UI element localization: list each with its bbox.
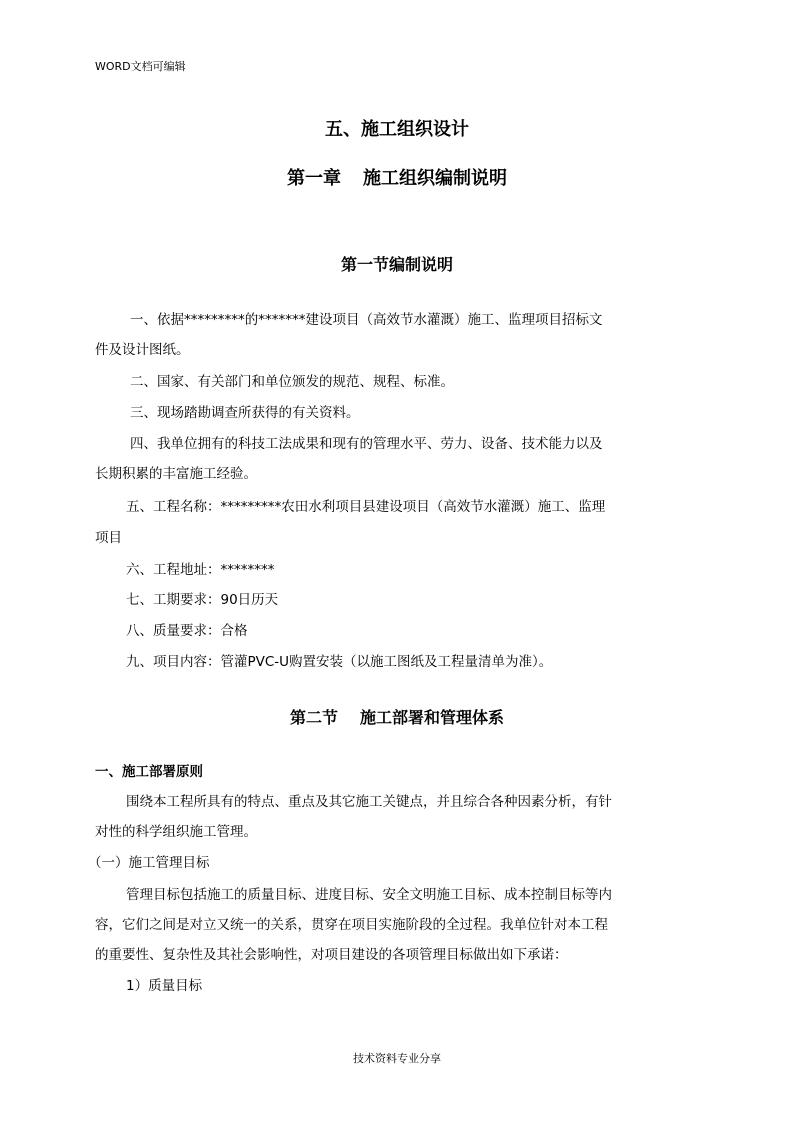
page-header: WORD文档可编辑: [95, 60, 186, 73]
chapter-title: [0, 164, 794, 190]
item-1-line-2: 件及设计图纸。: [95, 342, 190, 358]
item-6: 六、工程地址：********: [126, 562, 275, 578]
para-1-line-2: 对性的科学组织施工管理。: [95, 824, 257, 840]
item-8: 八、质量要求：合格: [126, 623, 248, 639]
para-2-line-3: 的重要性、复杂性及其社会影响性，对项目建设的各项管理目标做出如下承诺：: [95, 947, 568, 963]
item-5-line-2: 项目: [95, 530, 122, 546]
section-2-name: 施工部署和管理体系: [360, 708, 505, 727]
item-1-line-1: 一、依据*********的*******建设项目（高效节水灌溉）施工、监理项目招标文: [130, 312, 603, 328]
section-1-title: 第一节编制说明: [340, 255, 453, 274]
item-5-line-1: 五、工程名称：*********农田水利项目县建设项目（高效节水灌溉）施工、监理: [126, 499, 606, 515]
item-4-line-2: 长期积累的丰富施工经验。: [95, 466, 257, 482]
chapter-number: 第一章: [287, 168, 341, 189]
chapter-name: 施工组织编制说明: [363, 168, 507, 189]
page-footer: 技术资料专业分享: [353, 1052, 441, 1065]
item-9: 九、项目内容：管灌PVC-U购置安装（以施工图纸及工程量清单为准）。: [126, 654, 553, 670]
heading-principles: 一、施工部署原则: [95, 764, 203, 780]
subheading-quality-goal: 1）质量目标: [126, 978, 203, 994]
document-title: 五、施工组织设计: [325, 119, 469, 140]
item-7: 七、工期要求：90日历天: [126, 592, 279, 608]
subheading-management-goals: （一）施工管理目标: [88, 855, 210, 871]
para-1-line-1: 围绕本工程所具有的特点、重点及其它施工关键点，并且综合各种因素分析，有针: [126, 794, 612, 810]
item-2: 二、国家、有关部门和单位颁发的规范、规程、标准。: [130, 374, 454, 390]
item-3: 三、现场踏勘调查所获得的有关资料。: [130, 405, 360, 421]
section-2-title: [0, 705, 794, 728]
para-2-line-2: 容，它们之间是对立又统一的关系，贯穿在项目实施阶段的全过程。我单位针对本工程: [95, 917, 608, 933]
item-4-line-1: 四、我单位拥有的科技工法成果和现有的管理水平、劳力、设备、技术能力以及: [130, 436, 603, 452]
section-2-number: 第二节: [289, 708, 338, 727]
para-2-line-1: 管理目标包括施工的质量目标、进度目标、安全文明施工目标、成本控制目标等内: [126, 887, 612, 903]
